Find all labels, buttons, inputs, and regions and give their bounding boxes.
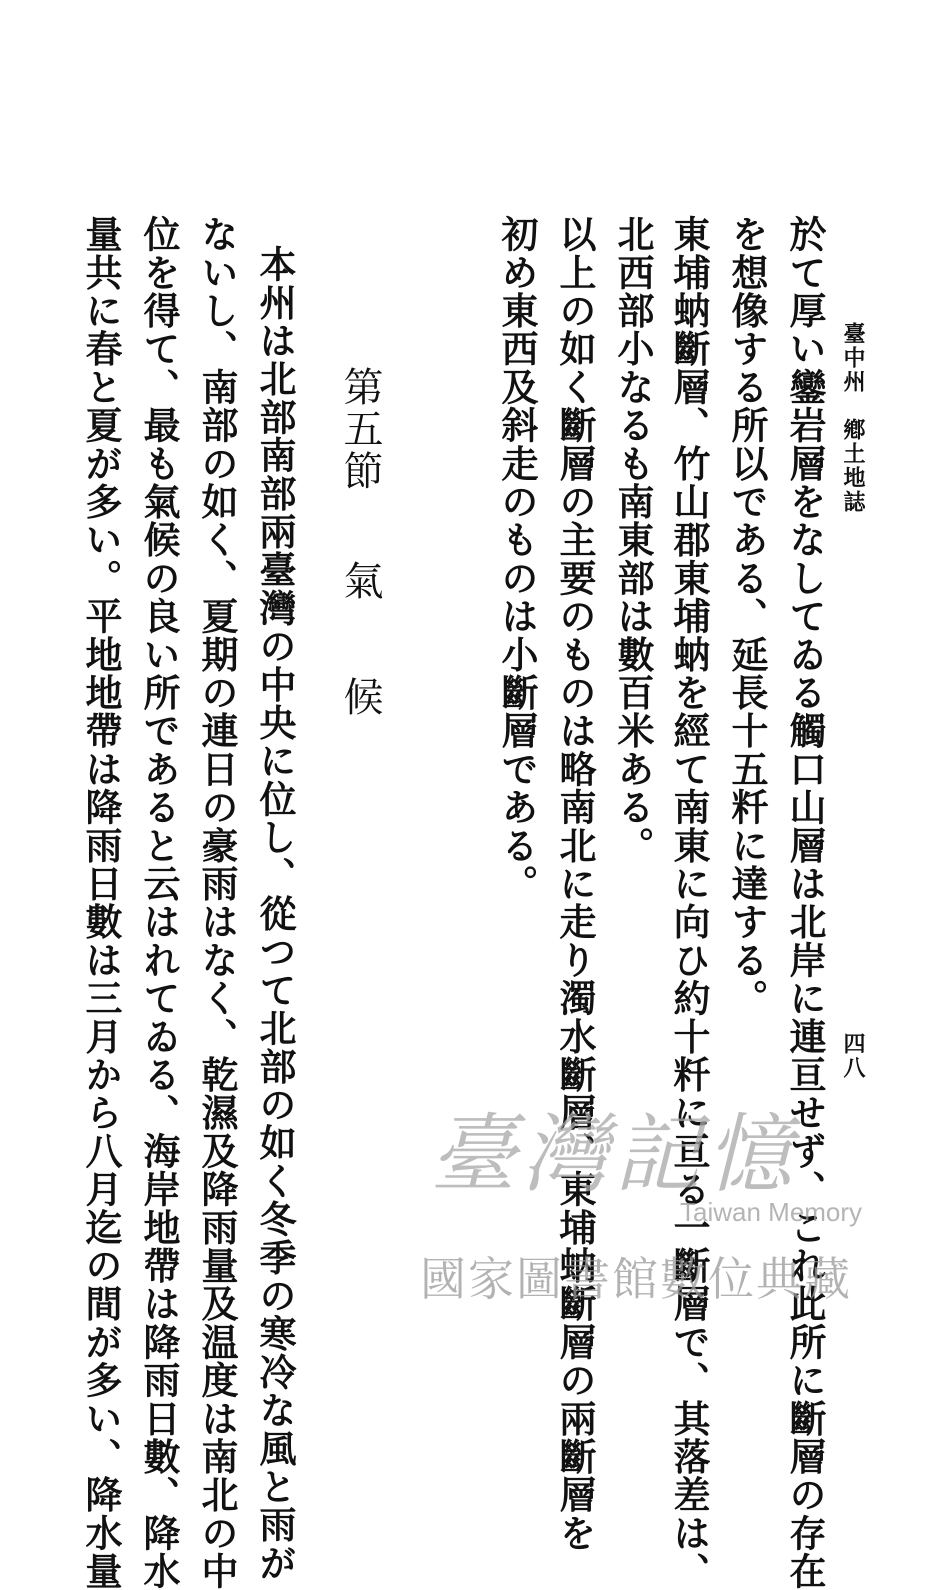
watermark-subtitle: Taiwan Memory — [680, 1197, 863, 1227]
text-line-2: を想像する所以である、延長十五粁に達する。 — [725, 215, 769, 1018]
text-line-3: 東埔蚋斷層、竹山郡東埔蚋を經て南東に向ひ約十粁に亘る一斷層で、其落差は、 — [667, 215, 711, 1590]
text-line-6: 初め東西及斜走のものは小斷層である。 — [495, 215, 539, 903]
section-text-line-2: ないし、南部の如く、夏期の連日の豪雨はなく、乾濕及降雨量及温度は南北の中 — [195, 215, 239, 1590]
running-header-title: 臺中州 鄕土地誌 — [840, 322, 866, 514]
section-text-line-3: 位を得て、最も氣候の良い所であると云はれてゐる、海岸地帶は降雨日數、降水 — [137, 215, 181, 1590]
section-text-line-1: 本州は北部南部兩臺灣の中央に位し、從つて北部の如く冬季の寒冷な風と雨が — [253, 245, 297, 1582]
section-text-line-4: 量共に春と夏が多い。平地地帶は降雨日數は三月から八月迄の間が多い、降水量 — [79, 215, 123, 1590]
text-line-4: 北西部小なるも南東部は數百米ある。 — [611, 215, 655, 865]
watermark-line: 國家圖書館數位典藏 — [420, 1252, 852, 1306]
section-title-char-2: 候 — [337, 676, 383, 718]
section-title-char-1: 氣 — [337, 560, 383, 602]
section-title-number: 第五節 — [337, 366, 383, 492]
page-number: 四八 — [840, 1032, 866, 1080]
watermark — [400, 1075, 920, 1335]
text-line-1: 於て厚い鑾岩層をなしてゐる觸口山層は北岸に連亘せず、これ此所に斷層の存在 — [783, 215, 827, 1590]
text-line-5: 以上の如く斷層の主要のものは略南北に走り濁水斷層、東埔蚋斷層の兩斷層を — [553, 215, 597, 1552]
watermark-title: 臺灣記憶 — [430, 1105, 798, 1205]
